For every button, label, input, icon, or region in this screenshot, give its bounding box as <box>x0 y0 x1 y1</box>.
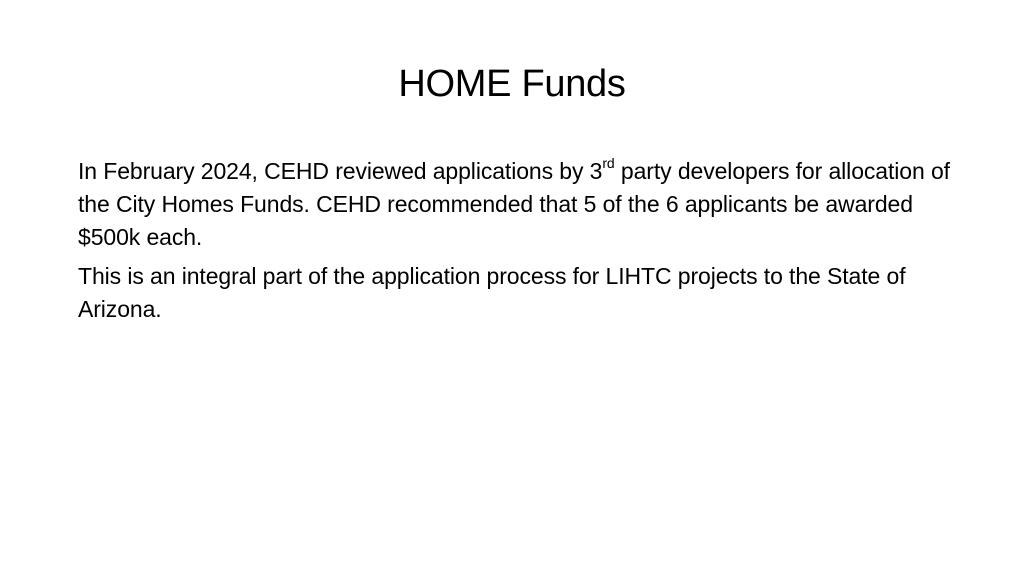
slide-title: HOME Funds <box>398 63 626 105</box>
paragraph-review <box>78 155 978 254</box>
ordinal-suffix: rd <box>602 155 615 172</box>
paragraph-integral: This is an integral part of the application process for LIHTC projects to the State of Arizona. <box>78 263 906 322</box>
paragraph-review-text-end: party developers for allocation of the City Homes Funds. CEHD recommended that 5 of the 6 applicants be awarded $500k each. <box>78 158 950 250</box>
paragraph-review-text-start: In February 2024, CEHD reviewed applications by 3 <box>78 158 603 184</box>
slide-body <box>78 155 978 332</box>
